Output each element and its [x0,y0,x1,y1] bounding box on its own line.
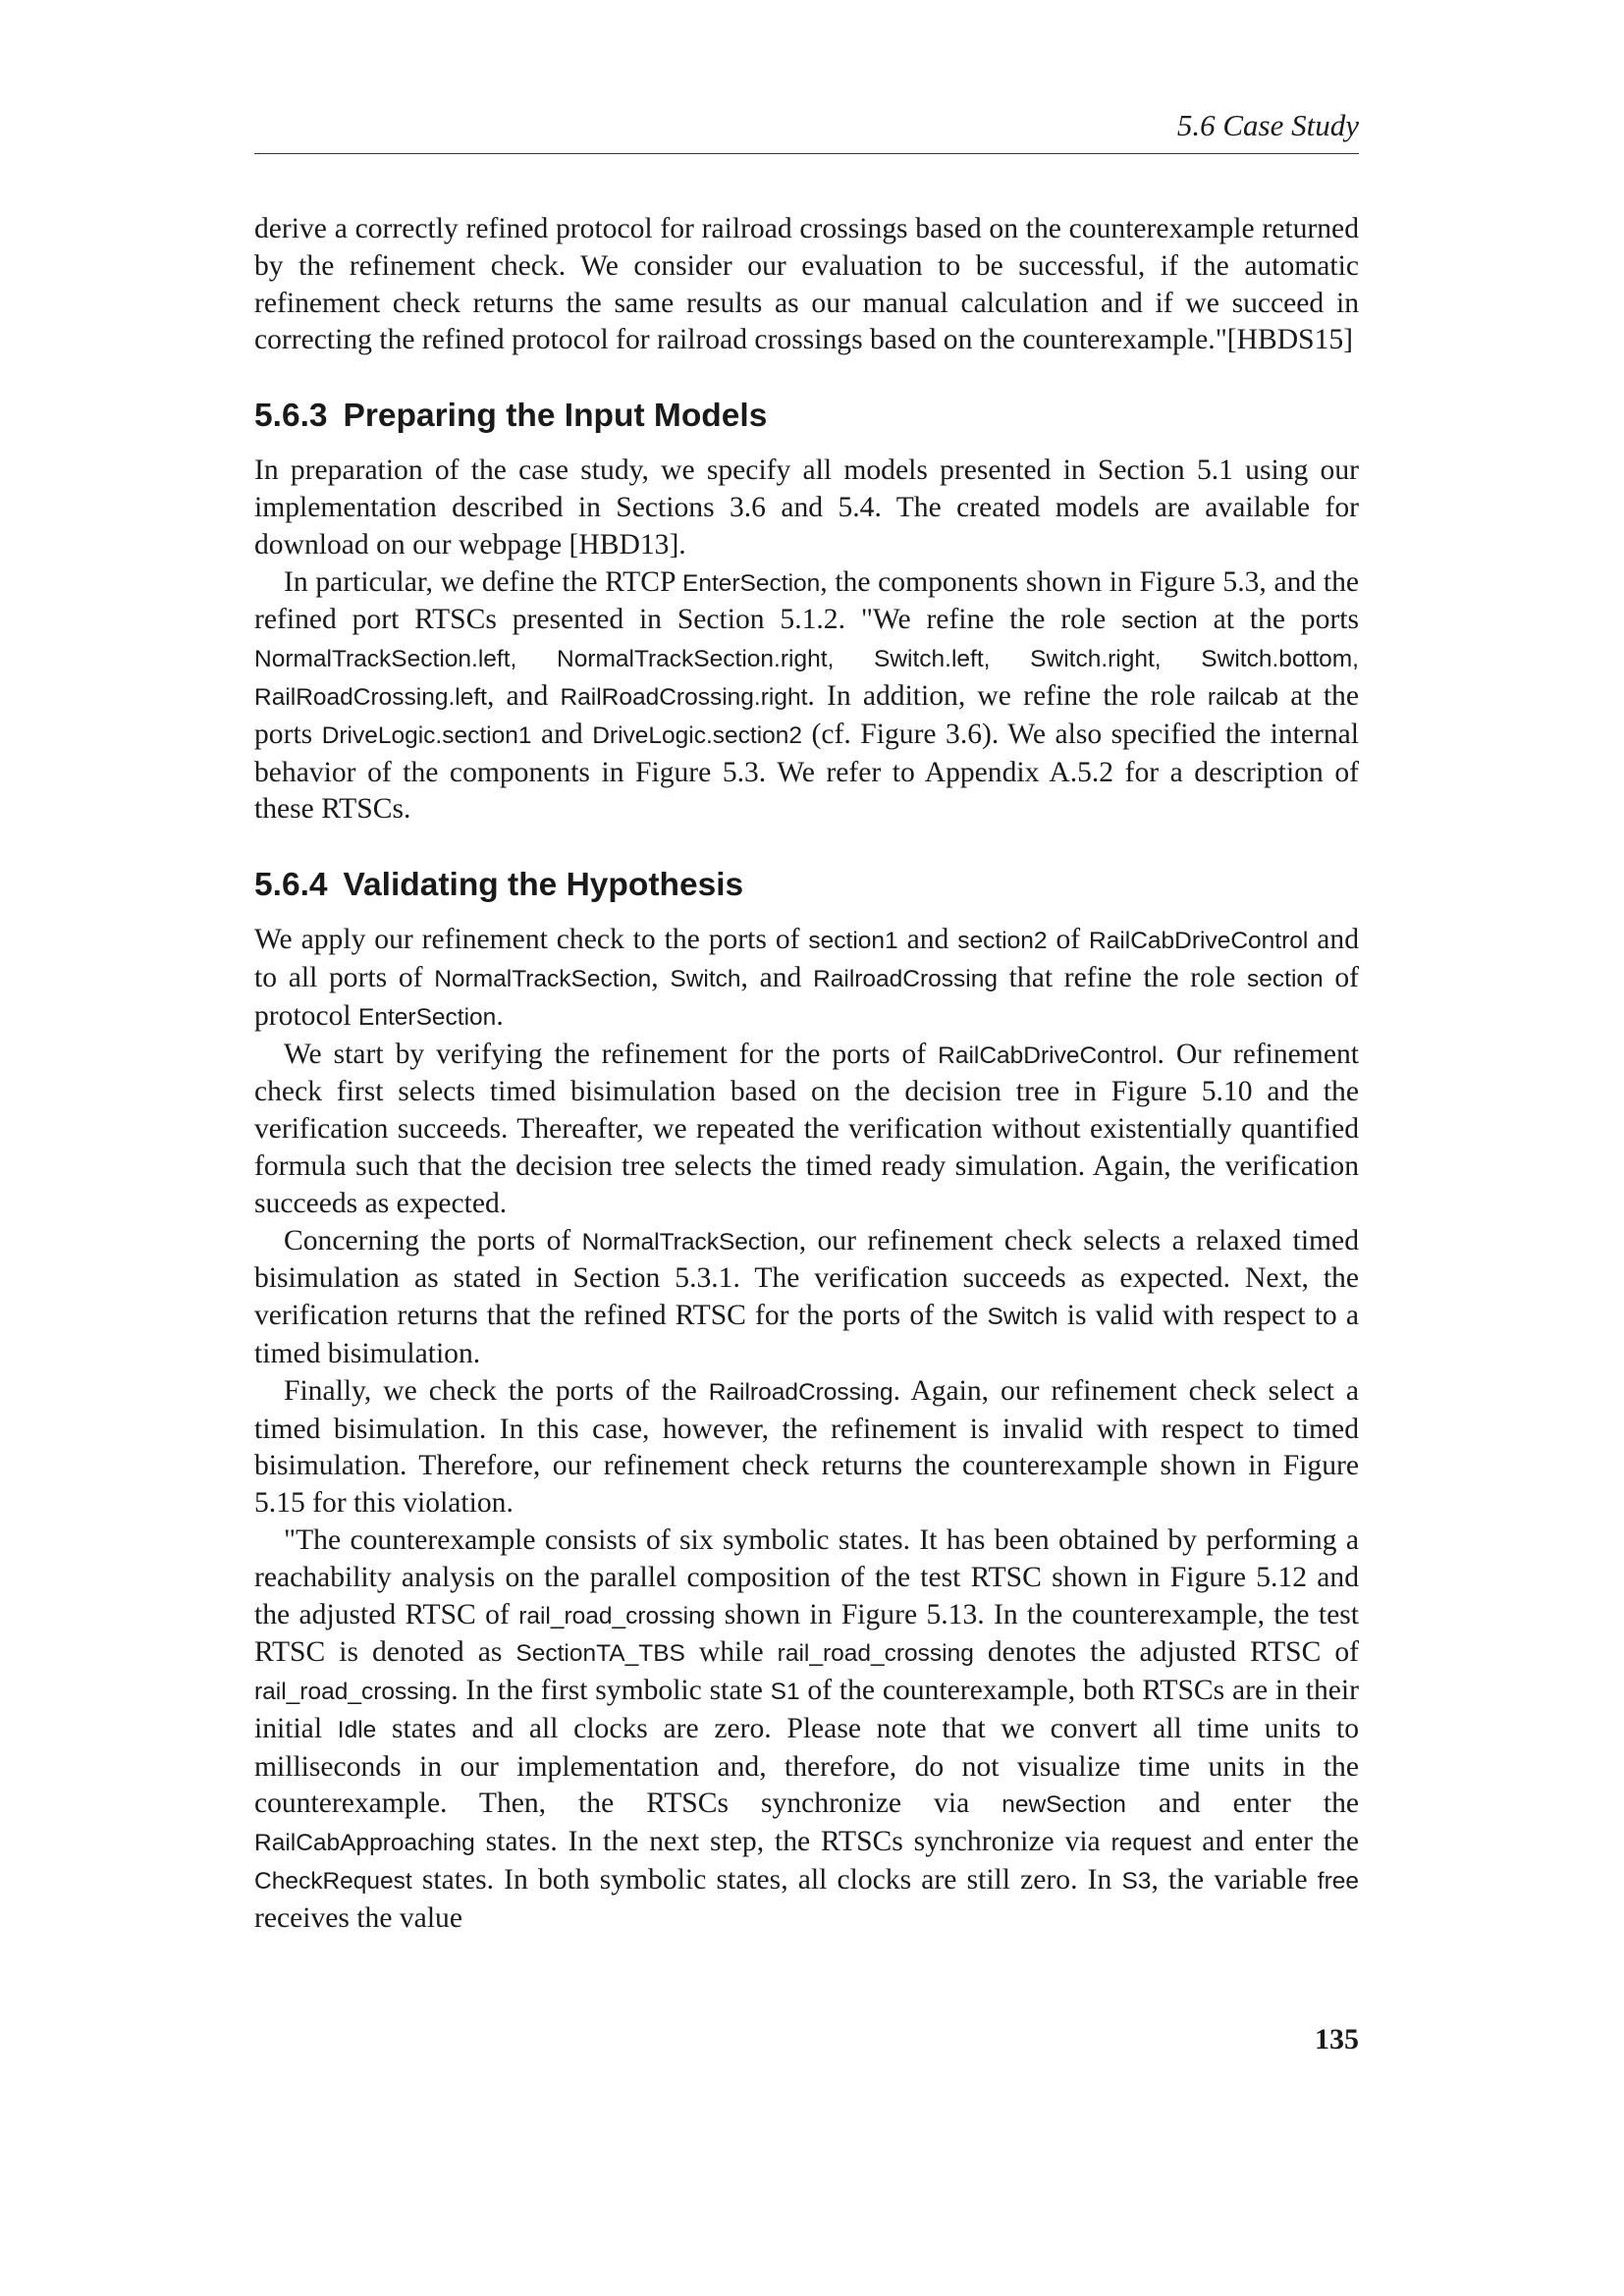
section-heading-5-6-3 [254,397,1359,436]
header-rule [254,153,1359,154]
text-run: , and [740,961,814,993]
text-run: and to all ports of [254,924,1359,993]
text-run: states and all clocks are zero. Please note that we convert all time units to milliseconds in our implementation and, therefore, do not visualize time units in the counterexample. Then, the RTSCs synchronize via [254,1712,1359,1820]
text-run: is valid with respect to a timed bisimulation. [254,1300,1360,1369]
section-title: Validating the Hypothesis [343,867,744,904]
text-run: , [983,646,1031,673]
code-term: RailCabDriveControl [1089,928,1309,955]
code-term: section [1121,608,1198,635]
code-term: section1 [808,928,898,955]
code-term: request [1110,1830,1192,1857]
text-run: of [1047,924,1090,956]
text-run: Concerning the ports of [284,1224,582,1256]
code-term: DriveLogic.section1 [321,721,532,749]
text-run: , [827,646,874,673]
text-run: denotes the adjusted RTSC of [973,1636,1360,1669]
code-term: NormalTrackSection.right [557,646,828,673]
paragraph-preparation: In preparation of the case study, we specify all models presented in Section 5.1 using our implementation described in Sections 3.6 and 5.4. The created models are available for download on our webpage [HBD13]. [254,454,1359,561]
text-run: . Our refinement check first selects timed bisimulation based on the decision tree in Figure 5.10 and the verification succeeds. Thereafter, we repeated the verification without existentially quantified formula such that the decision tree selects the timed ready simulation. Again, the verification succeeds as expected. [254,1038,1359,1219]
text-run: . Again, our refinement check select a timed bisimulation. In this case, however, the refinement is invalid with respect to timed bisimulation. Therefore, our refinement check returns the counterexample shown in Figure 5.15 for this violation. [254,1374,1359,1520]
code-term: RailroadCrossing [708,1378,893,1406]
text-run: , and [486,679,561,712]
code-term: RailRoadCrossing.right [560,683,808,711]
text-run: states. In the next step, the RTSCs synchronize via [474,1826,1111,1858]
text-run: , our refinement check selects a relaxed timed bisimulation as stated in Section 5.3.1. The verification succeeds as expected. Next, the verification returns that the refined RTSC for the ports of the [254,1224,1359,1332]
code-term: S1 [770,1679,800,1706]
paragraph-particular [254,564,1359,829]
code-term: section [1247,965,1324,992]
section-number: 5.6.3 [254,398,328,435]
text-run: (cf. Figure 3.6). We also specified the internal behavior of the components in Figure 5.3. We refer to Appendix A.5.2 for a description of these RTSCs. [254,718,1359,826]
section-heading-5-6-4 [254,866,1359,905]
code-term: newSection [1001,1791,1126,1819]
text-run: and enter the [1125,1788,1359,1820]
code-term: section2 [957,928,1048,955]
text-run: , [651,961,671,993]
text-run: while [684,1636,778,1669]
code-term: free [1317,1868,1360,1896]
page-number: 135 [1315,2023,1359,2056]
code-term: Switch.right [1030,646,1155,673]
code-term: RailroadCrossing [813,965,998,992]
text-run: , the components shown in Figure 5.3, and the refined port RTSCs presented in Section 5.1.2. "We refine the role [254,565,1359,636]
code-term: NormalTrackSection [434,965,652,992]
text-run: . In the first symbolic state [451,1675,771,1707]
paragraph-counterexample [254,1522,1359,1938]
paragraph-apply [254,922,1359,1036]
text-run: , [1352,646,1359,673]
section-title: Preparing the Input Models [343,398,768,435]
text-run: . [496,999,504,1032]
code-term: railcab [1207,683,1279,711]
text-run: receives the value [254,1901,462,1934]
code-term: EnterSection [358,1003,497,1031]
text-run: "The counterexample consists of six symbolic states. It has been obtained by performing a reachability analysis on the parallel composition of the test RTSC shown in Figure 5.12 and the adjusted RTSC of [254,1523,1359,1630]
code-term: SectionTA_TBS [515,1640,685,1668]
code-term: NormalTrackSection [581,1228,799,1255]
paragraph-verifying [254,1037,1359,1223]
text-run: and enter the [1191,1826,1359,1858]
code-term: RailCabApproaching [254,1830,475,1857]
code-term: S3 [1121,1868,1152,1896]
code-term: EnterSection [681,569,821,597]
code-term: RailCabDriveControl [938,1041,1158,1069]
text-run: , [510,646,558,673]
code-term: RailRoadCrossing.left [254,683,487,711]
paragraph-intro: derive a correctly refined protocol for railroad crossings based on the counterexample returned by the refinement check. We consider our evaluation to be successful, if the automatic refinement check returns the same results as our manual calculation and if we succeed in correcting the refined protocol for railroad crossings based on the counterexample."[HBDS15] [254,213,1359,356]
text-run: , the variable [1151,1864,1318,1896]
code-term: CheckRequest [254,1868,412,1896]
code-term: Switch [670,965,741,992]
text-run: at the ports [254,679,1359,750]
text-run: and [897,924,958,956]
code-term: NormalTrackSection.left [254,646,511,673]
body-text [254,211,1359,1938]
text-run: In particular, we define the RTCP [284,565,682,598]
text-run: We apply our refinement check to the ports of [254,924,809,956]
code-term: DriveLogic.section2 [592,721,803,749]
code-term: rail_road_crossing [777,1640,974,1668]
code-term: Switch [987,1304,1058,1331]
text-run: , [1154,646,1202,673]
paragraph-finally [254,1373,1359,1522]
text-run: We start by verifying the refinement for the ports of [284,1038,939,1070]
code-term: rail_road_crossing [518,1602,716,1629]
code-term: Switch.bottom [1201,646,1353,673]
text-run: shown in Figure 5.13. In the counterexample, the test RTSC is denoted as [254,1598,1359,1669]
text-run: and [531,718,593,750]
section-number: 5.6.4 [254,867,328,904]
text-run: of the counterexample, both RTSCs are in their initial [254,1675,1359,1744]
running-head: 5.6 Case Study [1176,108,1359,142]
code-term: rail_road_crossing [254,1679,452,1706]
code-term: Switch.left [874,646,984,673]
code-term: Idle [337,1716,377,1743]
text-run: Finally, we check the ports of the [284,1374,709,1407]
text-run: of protocol [254,961,1360,1032]
text-run: that refine the role [997,961,1248,993]
text-run: states. In both symbolic states, all clocks are still zero. In [411,1864,1122,1896]
text-run: at the ports [1197,604,1359,636]
text-run: . In addition, we refine the role [807,679,1208,712]
paragraph-concerning [254,1223,1359,1373]
